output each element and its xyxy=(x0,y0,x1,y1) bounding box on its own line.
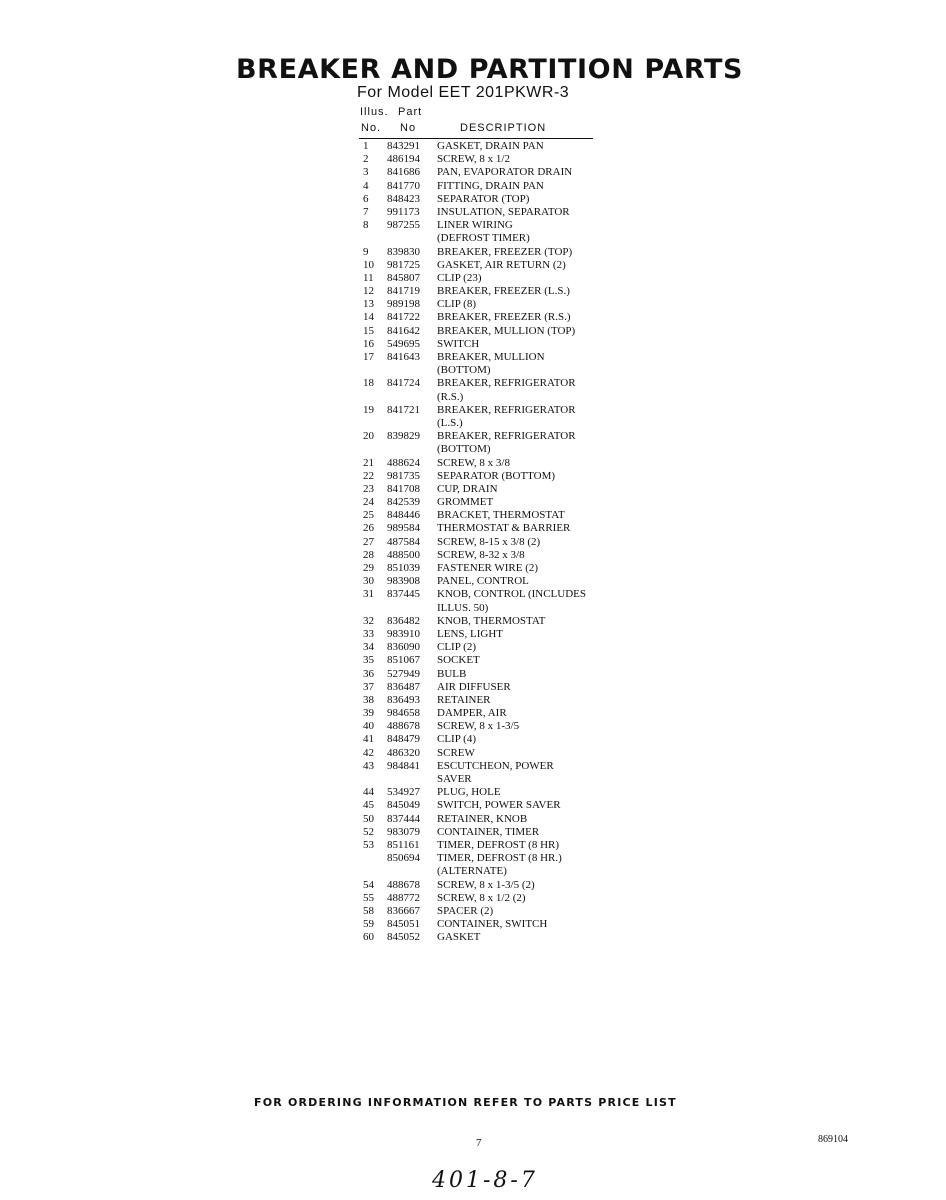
illus-number: 28 xyxy=(363,548,374,561)
part-description: CLIP (23) xyxy=(437,271,482,284)
table-row xyxy=(359,232,619,245)
document-number: 869104 xyxy=(818,1134,848,1145)
illus-number: 19 xyxy=(363,403,374,416)
part-description: KNOB, THERMOSTAT xyxy=(437,614,546,627)
table-row xyxy=(359,325,619,338)
part-description: SCREW, 8 x 1/2 xyxy=(437,153,510,166)
table-row xyxy=(359,259,619,272)
part-description: TIMER, DEFROST (8 HR) xyxy=(437,838,560,851)
part-number: 486320 xyxy=(387,746,420,759)
illus-number: 12 xyxy=(363,285,374,298)
illus-number: 21 xyxy=(363,456,374,469)
part-description: PLUG, HOLE xyxy=(437,786,501,799)
table-row xyxy=(359,852,619,865)
part-description: SCREW, 8 x 3/8 xyxy=(437,456,510,469)
part-description: BREAKER, REFRIGERATOR xyxy=(437,403,576,416)
part-number: 841708 xyxy=(387,482,420,495)
part-number: 488500 xyxy=(387,548,420,561)
illus-number: 4 xyxy=(363,179,369,192)
table-row xyxy=(359,931,619,944)
part-number: 836667 xyxy=(387,904,420,917)
part-description: LENS, LIGHT xyxy=(437,627,503,640)
part-description: (R.S.) xyxy=(437,390,464,403)
part-number: 841642 xyxy=(387,324,420,337)
table-row xyxy=(359,219,619,232)
illus-number: 31 xyxy=(363,588,374,601)
illus-number: 18 xyxy=(363,377,374,390)
illus-number: 1 xyxy=(363,140,369,152)
table-row xyxy=(359,153,619,166)
table-row xyxy=(359,799,619,812)
part-description: PAN, EVAPORATOR DRAIN xyxy=(437,166,573,179)
illus-number: 22 xyxy=(363,469,374,482)
part-description: BRACKET, THERMOSTAT xyxy=(437,509,565,522)
column-header-description: DESCRIPTION xyxy=(460,122,547,134)
part-description: TIMER, DEFROST (8 HR.) xyxy=(437,852,562,865)
part-number: 851161 xyxy=(387,838,420,851)
table-row xyxy=(359,905,619,918)
part-description: SOCKET xyxy=(437,654,480,667)
table-row xyxy=(359,747,619,760)
table-row xyxy=(359,364,619,377)
table-row xyxy=(359,615,619,628)
part-description: SEPARATOR (TOP) xyxy=(437,192,530,205)
part-number: 837445 xyxy=(387,588,420,601)
part-number: 989584 xyxy=(387,522,420,535)
illus-number: 11 xyxy=(363,271,374,284)
part-description: GASKET, AIR RETURN (2) xyxy=(437,258,566,271)
table-row xyxy=(359,839,619,852)
illus-number: 9 xyxy=(363,245,369,258)
part-number: 842539 xyxy=(387,496,420,509)
part-number: 983079 xyxy=(387,825,420,838)
part-number: 488624 xyxy=(387,456,420,469)
illus-number: 37 xyxy=(363,680,374,693)
part-description: KNOB, CONTROL (INCLUDES xyxy=(437,588,587,601)
part-number: 983910 xyxy=(387,627,420,640)
part-number: 841719 xyxy=(387,285,420,298)
table-row xyxy=(359,549,619,562)
table-row xyxy=(359,522,619,535)
column-header-illus-no: No. xyxy=(361,122,382,134)
part-description: CUP, DRAIN xyxy=(437,482,498,495)
part-number: 837444 xyxy=(387,812,420,825)
illus-number: 30 xyxy=(363,575,374,588)
table-row xyxy=(359,272,619,285)
illus-number: 7 xyxy=(363,205,369,218)
part-description: THERMOSTAT & BARRIER xyxy=(437,522,571,535)
table-row xyxy=(359,193,619,206)
illus-number: 34 xyxy=(363,641,374,654)
part-number: 987255 xyxy=(387,219,420,232)
table-row xyxy=(359,826,619,839)
illus-number: 60 xyxy=(363,931,374,944)
ordering-footer: FOR ORDERING INFORMATION REFER TO PARTS PRICE LIST xyxy=(254,1096,677,1109)
part-description: CONTAINER, SWITCH xyxy=(437,918,548,931)
handwritten-note: 401-8-7 xyxy=(432,1168,538,1193)
illus-number: 23 xyxy=(363,482,374,495)
illus-number: 13 xyxy=(363,298,374,311)
part-description: PANEL, CONTROL xyxy=(437,575,529,588)
part-number: 981735 xyxy=(387,469,420,482)
table-row xyxy=(359,391,619,404)
part-description: SCREW, 8-32 x 3/8 xyxy=(437,548,525,561)
illus-number: 52 xyxy=(363,825,374,838)
part-number: 841686 xyxy=(387,166,420,179)
part-description: ESCUTCHEON, POWER xyxy=(437,759,554,772)
part-description: CLIP (8) xyxy=(437,298,477,311)
part-description: CLIP (4) xyxy=(437,733,477,746)
part-description: GASKET, DRAIN PAN xyxy=(437,140,544,152)
table-row xyxy=(359,496,619,509)
part-description: CONTAINER, TIMER xyxy=(437,825,540,838)
illus-number: 55 xyxy=(363,891,374,904)
table-row xyxy=(359,285,619,298)
part-number: 839829 xyxy=(387,430,420,443)
table-row xyxy=(359,918,619,931)
table-row xyxy=(359,470,619,483)
illus-number: 33 xyxy=(363,627,374,640)
part-description: BREAKER, FREEZER (L.S.) xyxy=(437,285,570,298)
part-description: DAMPER, AIR xyxy=(437,707,507,720)
part-number: 848423 xyxy=(387,192,420,205)
table-row xyxy=(359,733,619,746)
table-row xyxy=(359,588,619,601)
part-description: BREAKER, FREEZER (TOP) xyxy=(437,245,573,258)
table-row xyxy=(359,443,619,456)
illus-number: 26 xyxy=(363,522,374,535)
part-description: CLIP (2) xyxy=(437,641,477,654)
part-number: 534927 xyxy=(387,786,420,799)
table-row xyxy=(359,311,619,324)
illus-number: 15 xyxy=(363,324,374,337)
part-description: RETAINER, KNOB xyxy=(437,812,528,825)
part-number: 836090 xyxy=(387,641,420,654)
illus-number: 32 xyxy=(363,614,374,627)
part-number: 841721 xyxy=(387,403,420,416)
part-description: BREAKER, FREEZER (R.S.) xyxy=(437,311,571,324)
table-row xyxy=(359,377,619,390)
table-row xyxy=(359,430,619,443)
part-description: (ALTERNATE) xyxy=(437,865,507,878)
table-row xyxy=(359,694,619,707)
part-number: 983908 xyxy=(387,575,420,588)
table-row xyxy=(359,206,619,219)
table-row xyxy=(359,536,619,549)
table-row xyxy=(359,338,619,351)
part-number: 836487 xyxy=(387,680,420,693)
illus-number: 3 xyxy=(363,166,369,179)
illus-number: 29 xyxy=(363,562,374,574)
illus-number: 39 xyxy=(363,707,374,720)
illus-number: 17 xyxy=(363,351,374,363)
part-description: LINER WIRING xyxy=(437,219,513,232)
table-row xyxy=(359,457,619,470)
part-number: 843291 xyxy=(387,140,420,152)
illus-number: 24 xyxy=(363,496,374,509)
illus-number: 50 xyxy=(363,812,374,825)
table-row xyxy=(359,602,619,615)
part-description: ILLUS. 50) xyxy=(437,601,489,614)
part-number: 841724 xyxy=(387,377,420,390)
table-row xyxy=(359,654,619,667)
part-number: 488678 xyxy=(387,878,420,891)
part-description: SCREW, 8 x 1/2 (2) xyxy=(437,891,526,904)
illus-number: 16 xyxy=(363,337,374,350)
part-number: 836482 xyxy=(387,614,420,627)
page-number: 7 xyxy=(476,1137,482,1149)
part-number: 845051 xyxy=(387,918,420,931)
part-number: 845049 xyxy=(387,799,420,812)
model-subtitle: For Model EET 201PKWR-3 xyxy=(357,84,570,101)
table-row xyxy=(359,417,619,430)
table-row xyxy=(359,865,619,878)
illus-number: 2 xyxy=(363,153,369,166)
illus-number: 59 xyxy=(363,918,374,931)
column-header-part-top: Part xyxy=(398,106,423,118)
part-number: 981725 xyxy=(387,258,420,271)
part-description: SWITCH xyxy=(437,337,480,350)
table-row xyxy=(359,668,619,681)
part-number: 488678 xyxy=(387,720,420,733)
part-number: 989198 xyxy=(387,298,420,311)
part-description: (L.S.) xyxy=(437,416,463,429)
part-number: 984658 xyxy=(387,707,420,720)
illus-number: 53 xyxy=(363,838,374,851)
table-row xyxy=(359,628,619,641)
table-row xyxy=(359,140,619,153)
illus-number: 42 xyxy=(363,746,374,759)
part-description: AIR DIFFUSER xyxy=(437,680,511,693)
part-description: FASTENER WIRE (2) xyxy=(437,562,539,574)
column-header-illus-top: Illus. xyxy=(360,106,389,118)
table-row xyxy=(359,892,619,905)
part-number: 841643 xyxy=(387,351,420,363)
part-description: BREAKER, MULLION xyxy=(437,351,545,363)
table-row xyxy=(359,562,619,575)
part-description: BREAKER, MULLION (TOP) xyxy=(437,324,576,337)
table-row xyxy=(359,180,619,193)
illus-number: 54 xyxy=(363,878,374,891)
illus-number: 14 xyxy=(363,311,374,324)
illus-number: 35 xyxy=(363,654,374,667)
table-row xyxy=(359,707,619,720)
part-description: SPACER (2) xyxy=(437,904,494,917)
parts-list xyxy=(359,140,619,944)
table-row xyxy=(359,720,619,733)
table-row xyxy=(359,298,619,311)
illus-number: 44 xyxy=(363,786,374,799)
table-row xyxy=(359,351,619,364)
illus-number: 58 xyxy=(363,904,374,917)
part-number: 845807 xyxy=(387,271,420,284)
part-description: SAVER xyxy=(437,773,472,785)
part-description: (BOTTOM) xyxy=(437,364,491,377)
part-number: 487584 xyxy=(387,535,420,548)
part-description: RETAINER xyxy=(437,693,491,706)
part-description: SCREW xyxy=(437,746,475,759)
part-number: 836493 xyxy=(387,693,420,706)
part-description: SCREW, 8 x 1-3/5 (2) xyxy=(437,878,535,891)
illus-number: 36 xyxy=(363,667,374,680)
part-description: (DEFROST TIMER) xyxy=(437,232,530,245)
illus-number: 45 xyxy=(363,799,374,812)
illus-number: 27 xyxy=(363,535,374,548)
table-row xyxy=(359,509,619,522)
part-number: 527949 xyxy=(387,667,420,680)
part-number: 851067 xyxy=(387,654,420,667)
part-number: 851039 xyxy=(387,562,420,574)
part-number: 839830 xyxy=(387,245,420,258)
table-row xyxy=(359,813,619,826)
part-number: 486194 xyxy=(387,153,420,166)
table-row xyxy=(359,483,619,496)
part-number: 841770 xyxy=(387,179,420,192)
part-description: SWITCH, POWER SAVER xyxy=(437,799,561,812)
illus-number: 25 xyxy=(363,509,374,522)
part-description: GROMMET xyxy=(437,496,494,509)
illus-number: 43 xyxy=(363,759,374,772)
illus-number: 10 xyxy=(363,258,374,271)
table-row xyxy=(359,404,619,417)
column-header-part-no: No xyxy=(400,122,417,134)
illus-number: 38 xyxy=(363,693,374,706)
table-row xyxy=(359,760,619,773)
illus-number: 41 xyxy=(363,733,374,746)
part-description: GASKET xyxy=(437,931,481,944)
part-description: FITTING, DRAIN PAN xyxy=(437,179,544,192)
table-row xyxy=(359,166,619,179)
table-row xyxy=(359,879,619,892)
illus-number: 6 xyxy=(363,192,369,205)
part-description: BREAKER, REFRIGERATOR xyxy=(437,377,576,390)
illus-number: 20 xyxy=(363,430,374,443)
header-rule xyxy=(359,138,593,139)
table-row xyxy=(359,681,619,694)
part-description: (BOTTOM) xyxy=(437,443,491,456)
page-title: BREAKER AND PARTITION PARTS xyxy=(236,54,744,85)
part-number: 841722 xyxy=(387,311,420,324)
part-number: 845052 xyxy=(387,931,420,944)
part-description: BREAKER, REFRIGERATOR xyxy=(437,430,576,443)
table-row xyxy=(359,773,619,786)
illus-number: 8 xyxy=(363,219,369,232)
part-description: SCREW, 8-15 x 3/8 (2) xyxy=(437,535,541,548)
part-description: BULB xyxy=(437,667,467,680)
part-description: SCREW, 8 x 1-3/5 xyxy=(437,720,520,733)
part-number: 549695 xyxy=(387,337,420,350)
table-row xyxy=(359,786,619,799)
illus-number: 40 xyxy=(363,720,374,733)
part-description: INSULATION, SEPARATOR xyxy=(437,205,570,218)
part-number: 850694 xyxy=(387,852,420,865)
table-row xyxy=(359,246,619,259)
part-number: 488772 xyxy=(387,891,420,904)
part-description: SEPARATOR (BOTTOM) xyxy=(437,469,556,482)
table-row xyxy=(359,641,619,654)
part-number: 848479 xyxy=(387,733,420,746)
part-number: 984841 xyxy=(387,759,420,772)
table-row xyxy=(359,575,619,588)
part-number: 991173 xyxy=(387,205,420,218)
part-number: 848446 xyxy=(387,509,420,522)
